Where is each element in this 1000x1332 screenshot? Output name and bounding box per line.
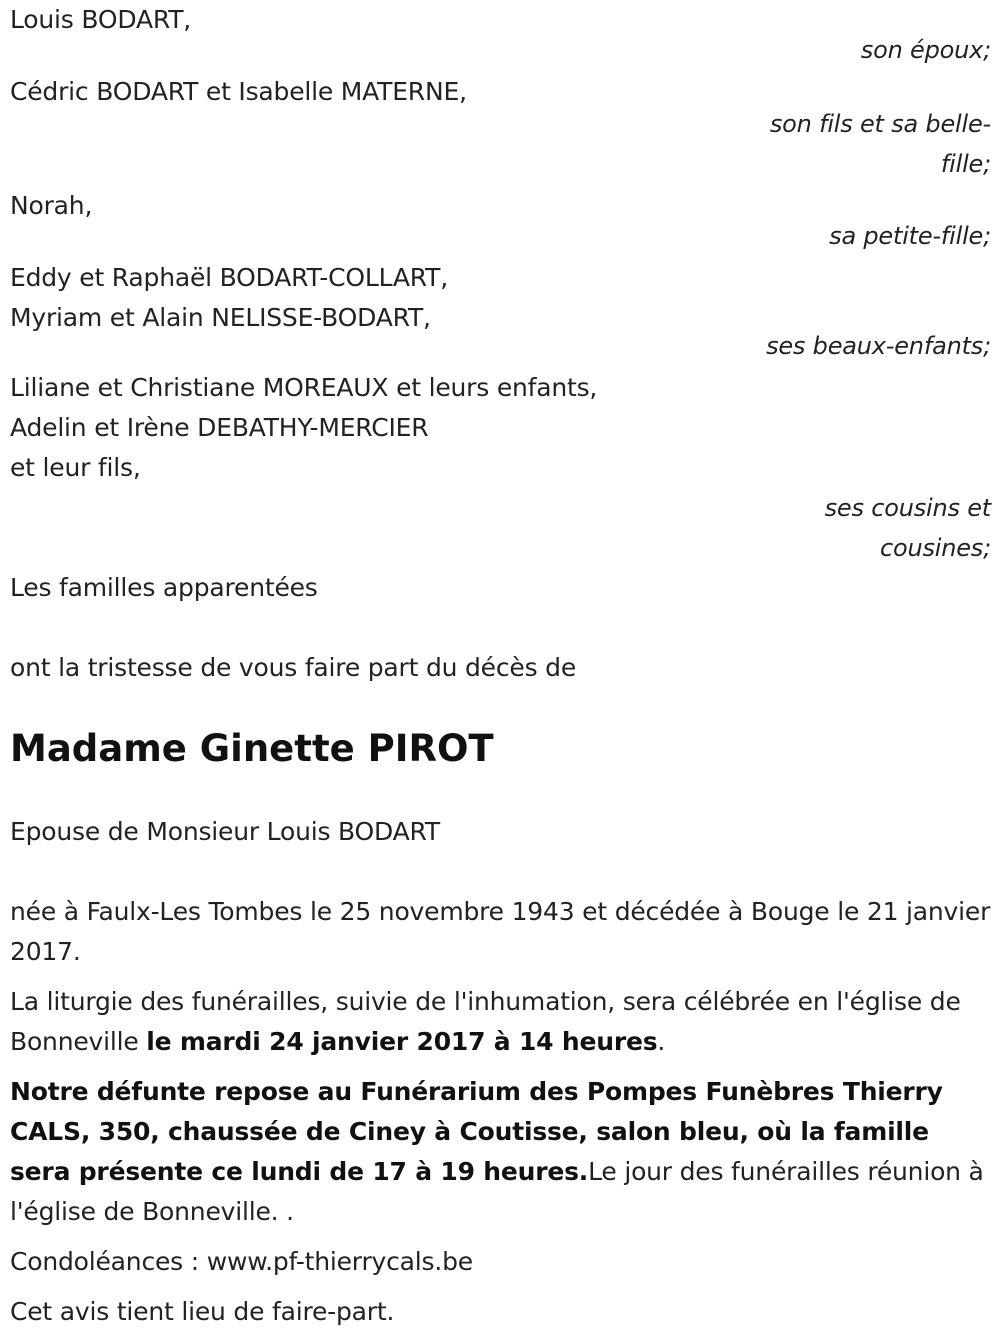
liturgy-text: La liturgie des funérailles, suivie de l'inhumation, sera célébrée en l'église de Bonneville: [10, 987, 961, 1056]
family-group: [10, 72, 991, 184]
family-name-line: Norah,: [10, 191, 93, 220]
family-group: [10, 368, 991, 568]
liturgy-paragraph: [10, 982, 991, 1062]
family-relation: sa petite-fille;: [829, 222, 991, 250]
funerarium-paragraph: [10, 1072, 991, 1232]
birth-death-paragraph: née à Faulx-Les Tombes le 25 novembre 1943 et décédée à Bouge le 21 janvier 2017.: [10, 897, 991, 966]
death-notice: [10, 0, 991, 1332]
family-name-line: Cédric BODART et Isabelle MATERNE,: [10, 77, 467, 106]
family-name-line: et leur fils,: [10, 453, 141, 482]
family-name-line: Adelin et Irène DEBATHY-MERCIER: [10, 413, 429, 442]
announcement-line: ont la tristesse de vous faire part du décès de: [10, 653, 577, 682]
families-line: Les familles apparentées: [10, 573, 318, 602]
condolences-line: Condoléances : www.pf-thierrycals.be: [10, 1247, 473, 1276]
family-group: [10, 258, 991, 366]
family-name-line: Eddy et Raphaël BODART-COLLART,: [10, 263, 448, 292]
family-group: [10, 186, 991, 256]
spouse-line: Epouse de Monsieur Louis BODART: [10, 817, 440, 846]
family-relation: son fils et sa belle-fille;: [769, 110, 991, 178]
funeral-meeting: Le jour des funérailles réunion à l'église de Bonneville. .: [10, 1157, 984, 1226]
family-relation: son époux;: [860, 36, 991, 64]
family-group: [10, 0, 991, 70]
closing-line: Cet avis tient lieu de faire-part.: [10, 1297, 395, 1326]
family-name-line: Liliane et Christiane MOREAUX et leurs enfants,: [10, 373, 598, 402]
liturgy-date: le mardi 24 janvier 2017 à 14 heures: [146, 1027, 658, 1056]
funerarium-details: Notre défunte repose au Funérarium des Pompes Funèbres Thierry CALS, 350, chaussée de Ciney à Coutisse, salon bleu, où la famille sera présente ce lundi de 17 à 19 heures.: [10, 1077, 943, 1186]
deceased-name: Madame Ginette PIROT: [10, 727, 494, 770]
family-name-line: Louis BODART,: [10, 5, 192, 34]
liturgy-end: .: [657, 1027, 666, 1056]
family-relation: ses beaux-enfants;: [766, 332, 991, 360]
family-relation: ses cousins et cousines;: [824, 494, 991, 562]
family-name-line: Myriam et Alain NELISSE-BODART,: [10, 303, 431, 332]
